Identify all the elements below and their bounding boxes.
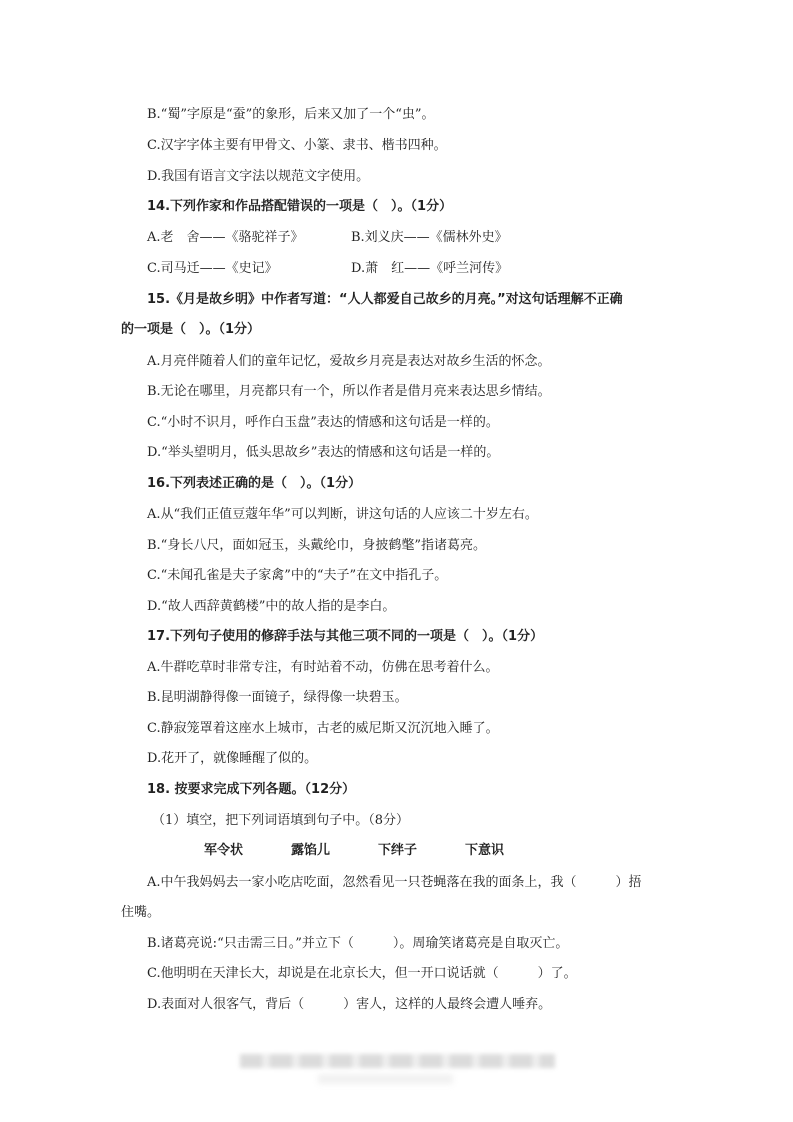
q14-option-b: B.刘义庆——《儒林外史》 <box>351 230 508 245</box>
q18-word-bank <box>204 843 552 859</box>
q16-stem: 16.下列表述正确的是（ ）。（1分） <box>147 476 362 491</box>
q14-option-a: A.老 舍——《骆驼祥子》 <box>147 230 304 245</box>
q16-option-c: C.“未闻孔雀是夫子家禽”中的“夫子”在文中指孔子。 <box>147 568 448 583</box>
q18-stem: 18. 按要求完成下列各题。（12分） <box>147 782 356 797</box>
blurred-footer-watermark-secondary <box>318 1074 453 1084</box>
word-bank-item: 军令状 <box>204 843 244 858</box>
q13-option-b: B.“蜀”字原是“蚕”的象形，后来又加了一个“虫”。 <box>147 107 435 122</box>
q15-stem-line1: 15.《月是故乡明》中作者写道：“人人都爱自己故乡的月亮。”对这句话理解不正确 <box>147 292 623 307</box>
word-bank-item: 下意识 <box>465 843 505 858</box>
q17-option-b: B.昆明湖静得像一面镜子，绿得像一块碧玉。 <box>147 690 408 705</box>
q13-option-c: C.汉字字体主要有甲骨文、小篆、隶书、楷书四种。 <box>147 138 447 153</box>
q14-stem: 14.下列作家和作品搭配错误的一项是（ ）。（1分） <box>147 199 453 214</box>
q15-stem-line2: 的一项是（ ）。（1分） <box>121 322 261 337</box>
q13-option-d: D.我国有语言文字法以规范文字使用。 <box>147 169 370 184</box>
q17-option-a: A.牛群吃草时非常专注，有时站着不动，仿佛在思考着什么。 <box>147 660 499 675</box>
q18-item-a-line2: 住嘴。 <box>121 905 161 920</box>
q15-option-d: D.“举头望明月，低头思故乡”表达的情感和这句话是一样的。 <box>147 445 500 460</box>
q17-stem: 17.下列句子使用的修辞手法与其他三项不同的一项是（ ）。（1分） <box>147 629 544 644</box>
q15-option-c: C.“小时不识月，呼作白玉盘”表达的情感和这句话是一样的。 <box>147 415 499 430</box>
q14-option-c: C.司马迁——《史记》 <box>147 261 278 276</box>
q16-option-a: A.从“我们正值豆蔻年华”可以判断，讲这句话的人应该二十岁左右。 <box>147 507 538 522</box>
q18-item-c: C.他明明在天津长大，却说是在北京长大，但一开口说话就（ ）了。 <box>147 966 577 981</box>
q18-item-a-line1: A.中午我妈妈去一家小吃店吃面，忽然看见一只苍蝇落在我的面条上，我（ ）捂 <box>147 875 642 890</box>
word-bank-item: 下绊子 <box>378 843 418 858</box>
q15-option-b: B.无论在哪里，月亮都只有一个，所以作者是借月亮来表达思乡情结。 <box>147 384 551 399</box>
blurred-footer-watermark <box>240 1054 555 1068</box>
q16-option-d: D.“故人西辞黄鹤楼”中的故人指的是李白。 <box>147 599 396 614</box>
word-bank-item: 露馅儿 <box>291 843 331 858</box>
q18-item-d: D.表面对人很客气，背后（ ）害人，这样的人最终会遭人唾弃。 <box>147 997 552 1012</box>
q18-sub1: （1）填空，把下列词语填到句子中。（8分） <box>152 813 410 828</box>
q15-option-a: A.月亮伴随着人们的童年记忆，爱故乡月亮是表达对故乡生活的怀念。 <box>147 354 551 369</box>
q18-item-b: B.诸葛亮说:“只击需三日。”并立下（ ）。周瑜笑诸葛亮是自取灭亡。 <box>147 936 569 951</box>
q17-option-d: D.花开了，就像睡醒了似的。 <box>147 751 318 766</box>
q16-option-b: B.“身长八尺，面如冠玉，头戴纶巾，身披鹤氅”指诸葛亮。 <box>147 538 486 553</box>
q17-option-c: C.静寂笼罩着这座水上城市，古老的威尼斯又沉沉地入睡了。 <box>147 721 499 736</box>
q14-option-d: D.萧 红——《呼兰河传》 <box>351 261 509 276</box>
